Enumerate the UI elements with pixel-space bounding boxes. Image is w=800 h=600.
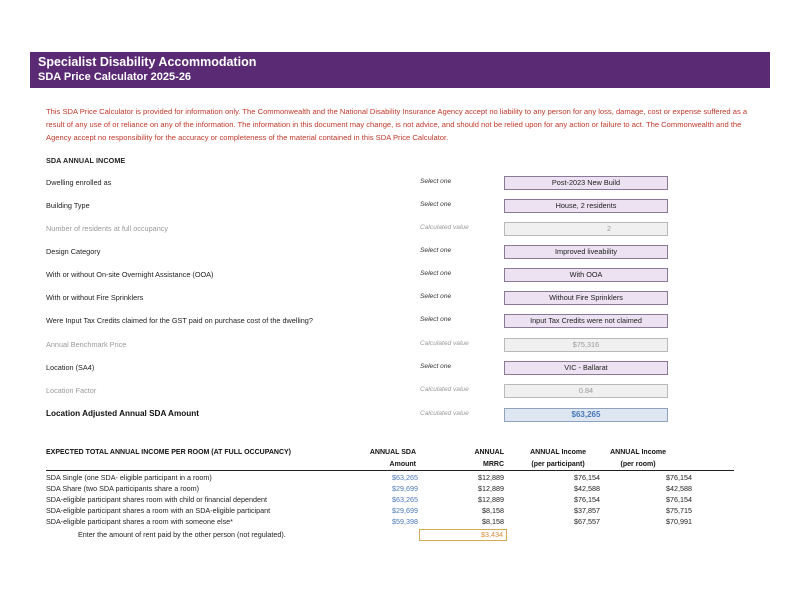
row-label: SDA-eligible participant shares a room with someone else*	[46, 517, 233, 526]
table-row	[46, 495, 734, 506]
row-dwelling-enrolled	[46, 176, 671, 191]
mrrc-cell: $8,158	[482, 506, 504, 515]
field-label: Annual Benchmark Price	[46, 340, 127, 349]
table-divider	[46, 470, 734, 471]
row-number-of-residents	[46, 222, 671, 237]
disclaimer-text: This SDA Price Calculator is provided for information only. The Commonwealth and the National Disability Insurance Agency accept no liability to any person for any loss, damage, cost or expense suffered as a result of any use of or reliance on any of the information. The information in this document may change, is not advice, and should not be relied upon for any action or failure to act. The Commonwealth and the Agency accept no responsibility for the accuracy or completeness of the material contained in this SDA Price Calculator.	[46, 107, 748, 142]
col-header-line: ANNUAL Income	[610, 449, 666, 456]
income-table-title: EXPECTED TOTAL ANNUAL INCOME PER ROOM (AT FULL OCCUPANCY)	[46, 449, 292, 456]
per-participant-cell: $42,588	[574, 484, 600, 493]
ooa-select[interactable]: With OOA	[504, 268, 668, 282]
row-label: SDA-eligible participant shares a room with an SDA-eligible participant	[46, 506, 271, 515]
field-hint: Select one	[420, 316, 452, 323]
table-row	[46, 506, 734, 517]
col-header-line: (per room)	[620, 461, 656, 468]
building-type-select[interactable]: House, 2 residents	[504, 199, 668, 213]
row-building-type	[46, 199, 671, 214]
row-location-factor	[46, 384, 671, 399]
rent-label: Enter the amount of rent paid by the other person (not regulated).	[78, 530, 286, 539]
page-title: Specialist Disability Accommodation	[38, 55, 257, 69]
location-select[interactable]: VIC - Ballarat	[504, 361, 668, 375]
table-row	[46, 517, 734, 528]
col-header-per-participant	[530, 447, 586, 471]
title-banner	[30, 52, 770, 88]
location-factor-value: 0.84	[504, 384, 668, 398]
table-row	[46, 484, 734, 495]
field-hint: Select one	[420, 363, 452, 370]
field-label: Location (SA4)	[46, 363, 95, 372]
row-location-adjusted-amount	[46, 408, 671, 423]
mrrc-cell: $12,889	[478, 484, 504, 493]
row-annual-benchmark-price	[46, 338, 671, 353]
row-input-tax-credits	[46, 314, 671, 329]
per-room-cell: $70,991	[666, 517, 692, 526]
annual-benchmark-price-value: $75,316	[504, 338, 668, 352]
row-location	[46, 361, 671, 376]
per-participant-cell: $76,154	[574, 495, 600, 504]
col-header-per-room	[610, 447, 666, 471]
field-label: Design Category	[46, 247, 101, 256]
rent-row	[46, 529, 734, 541]
sda-amount-cell: $63,265	[392, 473, 418, 482]
field-hint: Select one	[420, 247, 452, 254]
row-design-category	[46, 245, 671, 260]
col-header-line: MRRC	[483, 461, 504, 468]
row-ooa	[46, 268, 671, 283]
field-hint: Calculated value	[420, 386, 469, 393]
location-adjusted-amount-value: $63,265	[504, 408, 668, 422]
section-title-annual-income: SDA ANNUAL INCOME	[46, 156, 126, 165]
number-of-residents-value: 2	[504, 222, 668, 236]
sda-amount-cell: $29,699	[392, 484, 418, 493]
field-hint: Select one	[420, 201, 452, 208]
mrrc-cell: $12,889	[478, 495, 504, 504]
field-label: With or without On-site Overnight Assistance (OOA)	[46, 270, 214, 279]
field-label: With or without Fire Sprinklers	[46, 293, 144, 302]
field-label: Location Factor	[46, 386, 97, 395]
field-label: Were Input Tax Credits claimed for the GST paid on purchase cost of the dwelling?	[46, 316, 313, 325]
per-room-cell: $76,154	[666, 473, 692, 482]
col-header-line: ANNUAL SDA	[369, 449, 416, 456]
row-label: SDA Share (two SDA participants share a room)	[46, 484, 199, 493]
field-hint: Select one	[420, 270, 452, 277]
field-hint: Calculated value	[420, 410, 469, 417]
per-room-cell: $42,588	[666, 484, 692, 493]
page-subtitle: SDA Price Calculator 2025-26	[38, 71, 192, 83]
sda-amount-cell: $59,398	[392, 517, 418, 526]
row-label: SDA Single (one SDA- eligible participant in a room)	[46, 473, 212, 482]
field-hint: Select one	[420, 178, 452, 185]
col-header-line: ANNUAL Income	[530, 449, 586, 456]
table-row	[46, 473, 734, 484]
input-tax-credits-select[interactable]: Input Tax Credits were not claimed	[504, 314, 668, 328]
field-hint: Select one	[420, 293, 452, 300]
mrrc-cell: $12,889	[478, 473, 504, 482]
col-header-sda-amount	[370, 447, 416, 471]
dwelling-enrolled-select[interactable]: Post-2023 New Build	[504, 176, 668, 190]
mrrc-cell: $8,158	[482, 517, 504, 526]
fire-sprinklers-select[interactable]: Without Fire Sprinklers	[504, 291, 668, 305]
sda-amount-cell: $29,699	[392, 506, 418, 515]
per-participant-cell: $37,857	[574, 506, 600, 515]
col-header-mrrc	[474, 447, 504, 471]
row-label: SDA-eligible participant shares room with child or financial dependent	[46, 495, 267, 504]
per-room-cell: $76,154	[666, 495, 692, 504]
design-category-select[interactable]: Improved liveability	[504, 245, 668, 259]
rent-amount-input[interactable]: $3,434	[419, 529, 507, 541]
field-label: Location Adjusted Annual SDA Amount	[46, 409, 199, 418]
per-participant-cell: $76,154	[574, 473, 600, 482]
col-header-line: Amount	[389, 461, 416, 468]
field-hint: Calculated value	[420, 224, 469, 231]
sda-amount-cell: $63,265	[392, 495, 418, 504]
col-header-line: ANNUAL	[474, 449, 504, 456]
field-label: Dwelling enrolled as	[46, 178, 112, 187]
field-label: Number of residents at full occupancy	[46, 224, 169, 233]
per-participant-cell: $67,557	[574, 517, 600, 526]
row-fire-sprinklers	[46, 291, 671, 306]
col-header-line: (per participant)	[531, 461, 585, 468]
per-room-cell: $75,715	[666, 506, 692, 515]
field-label: Building Type	[46, 201, 90, 210]
field-hint: Calculated value	[420, 340, 469, 347]
